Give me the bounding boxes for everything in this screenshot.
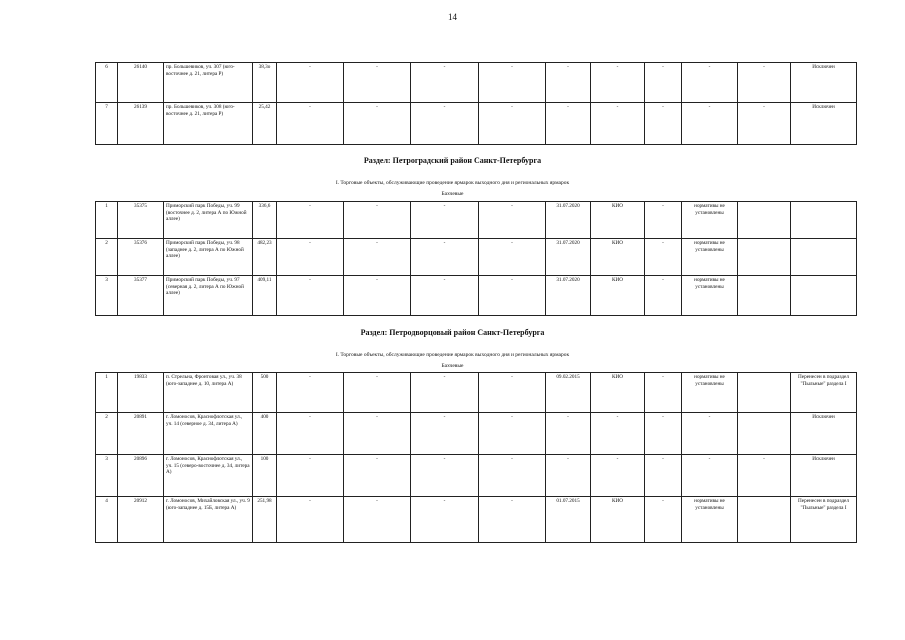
cell: -	[479, 103, 546, 145]
cell-norms: нормативы не установлены	[682, 373, 738, 413]
cell-area: 500	[253, 373, 277, 413]
table-row	[96, 373, 857, 413]
cell-address: г. Ломоносов, Михайловская ул., уч. 9 (юго-западнее д. 15Б, литера А)	[164, 497, 253, 543]
cell-note	[791, 202, 857, 239]
cell-org: КИО	[591, 239, 645, 276]
table-row	[96, 202, 857, 239]
cell-id: 19833	[118, 373, 164, 413]
cell: -	[645, 373, 682, 413]
cell-date: 09.02.2015	[546, 373, 591, 413]
cell-norms: -	[682, 103, 738, 145]
cell	[738, 373, 791, 413]
cell-id: 20896	[118, 455, 164, 497]
cell: -	[479, 497, 546, 543]
cell: -	[479, 455, 546, 497]
cell-num: 1	[96, 202, 118, 239]
cell-num: 6	[96, 63, 118, 103]
cell-address: г. Ломоносов, Краснофлотская ул., уч. 14 (северное д. 34, литера А)	[164, 413, 253, 455]
cell: -	[479, 239, 546, 276]
cell: -	[277, 413, 344, 455]
cell-num: 2	[96, 413, 118, 455]
cell: -	[277, 202, 344, 239]
cell-note: Перенесен в подраздел "Пыльные" раздела I	[791, 497, 857, 543]
cell-area: 400	[253, 413, 277, 455]
cell: -	[344, 276, 411, 316]
table-continuation	[95, 62, 857, 145]
cell-id: 35377	[118, 276, 164, 316]
cell: -	[411, 413, 479, 455]
cell-area: 25,42	[253, 103, 277, 145]
cell: -	[411, 276, 479, 316]
subsection-subtitle: Бахчевые	[441, 363, 464, 369]
cell-area: 100	[253, 455, 277, 497]
cell-org: -	[591, 63, 645, 103]
cell-id: 26139	[118, 103, 164, 145]
cell-address: г. Ломоносов, Краснофлотская ул., уч. 15 (северо-восточнее д. 34, литера А)	[164, 455, 253, 497]
cell	[738, 239, 791, 276]
cell: -	[479, 373, 546, 413]
cell: -	[411, 103, 479, 145]
cell: -	[738, 455, 791, 497]
cell-org: -	[591, 413, 645, 455]
cell-address: п. Стрельна, Фронтовая ул., уч. 38 (юго-западнее д. 10, литера А)	[164, 373, 253, 413]
cell: -	[645, 103, 682, 145]
cell: -	[277, 373, 344, 413]
cell-address: Приморский парк Победы, уч. 99 (восточнее д. 2, литера А по Южной аллее)	[164, 202, 253, 239]
cell: -	[344, 413, 411, 455]
cell	[738, 276, 791, 316]
cell-date: 01.07.2015	[546, 497, 591, 543]
cell-date: -	[546, 455, 591, 497]
cell-num: 3	[96, 455, 118, 497]
cell-area: 336,6	[253, 202, 277, 239]
cell-note: Исключен	[791, 63, 857, 103]
subsection-subtitle: Бахчевые	[441, 191, 464, 197]
cell: -	[645, 63, 682, 103]
cell-org: -	[591, 455, 645, 497]
section-title-petrogradsky: Раздел: Петроградский район Санкт-Петербурга	[363, 156, 542, 165]
table-row	[96, 63, 857, 103]
cell: -	[738, 63, 791, 103]
cell-num: 7	[96, 103, 118, 145]
table-row	[96, 497, 857, 543]
table-row	[96, 103, 857, 145]
cell-address: пр. Большевиков, уч. 308 (юго-восточнее д. 21, литера Р)	[164, 103, 253, 145]
cell-date: 31.07.2020	[546, 202, 591, 239]
cell: -	[344, 239, 411, 276]
cell: -	[277, 276, 344, 316]
cell: -	[344, 497, 411, 543]
subsection-title: I. Торговые объекты, обслуживающие проведение ярмарок выходного дня и региональных ярмарок	[335, 180, 570, 186]
cell: -	[411, 373, 479, 413]
cell	[738, 202, 791, 239]
cell: -	[411, 239, 479, 276]
cell-note	[791, 239, 857, 276]
cell: -	[479, 413, 546, 455]
cell-date: -	[546, 103, 591, 145]
cell-org: КИО	[591, 202, 645, 239]
cell: -	[479, 276, 546, 316]
cell-num: 3	[96, 276, 118, 316]
cell-id: 26140	[118, 63, 164, 103]
section-title-petrodvortsovy: Раздел: Петродворцовый район Санкт-Петербурга	[360, 328, 545, 337]
cell-org: КИО	[591, 276, 645, 316]
cell-num: 2	[96, 239, 118, 276]
cell-note: Исключен	[791, 103, 857, 145]
cell: -	[277, 497, 344, 543]
cell-date: 31.07.2020	[546, 276, 591, 316]
cell: -	[479, 202, 546, 239]
cell: -	[411, 455, 479, 497]
cell-date: 31.07.2020	[546, 239, 591, 276]
table-row	[96, 413, 857, 455]
cell: -	[344, 373, 411, 413]
cell: -	[277, 103, 344, 145]
cell: -	[645, 202, 682, 239]
cell-area: 482,23	[253, 239, 277, 276]
cell: -	[277, 239, 344, 276]
cell-area: 409,11	[253, 276, 277, 316]
cell-note: Исключен	[791, 413, 857, 455]
cell-norms: нормативы не установлены	[682, 276, 738, 316]
cell-address: пр. Большевиков, уч. 307 (юго-восточнее д. 21, литера Р)	[164, 63, 253, 103]
cell-note	[791, 276, 857, 316]
cell: -	[344, 202, 411, 239]
cell-norms: нормативы не установлены	[682, 239, 738, 276]
cell-norms: -	[682, 63, 738, 103]
cell: -	[411, 497, 479, 543]
cell-num: 1	[96, 373, 118, 413]
cell-num: 4	[96, 497, 118, 543]
subsection-title: I. Торговые объекты, обслуживающие проведение ярмарок выходного дня и региональных ярмарок	[335, 352, 570, 358]
cell: -	[344, 103, 411, 145]
table-petrodvortsovy	[95, 372, 857, 543]
cell: -	[479, 63, 546, 103]
cell	[738, 413, 791, 455]
cell-date: -	[546, 63, 591, 103]
cell-org: КИО	[591, 373, 645, 413]
cell-id: 35376	[118, 239, 164, 276]
cell-id: 20891	[118, 413, 164, 455]
table-row	[96, 239, 857, 276]
cell-norms: нормативы не установлены	[682, 202, 738, 239]
cell: -	[277, 455, 344, 497]
cell-area: 251,98	[253, 497, 277, 543]
cell: -	[645, 413, 682, 455]
cell-note: Перенесен в подраздел "Пыльные" раздела I	[791, 373, 857, 413]
cell-norms: -	[682, 413, 738, 455]
table-row	[96, 455, 857, 497]
cell: -	[645, 276, 682, 316]
cell-area: 38,3o	[253, 63, 277, 103]
cell: -	[411, 63, 479, 103]
cell-norms: нормативы не установлены	[682, 497, 738, 543]
cell-date: -	[546, 413, 591, 455]
cell: -	[645, 455, 682, 497]
table-row	[96, 276, 857, 316]
cell: -	[411, 202, 479, 239]
cell: -	[645, 239, 682, 276]
cell-address: Приморский парк Победы, уч. 98 (западнее д. 2, литера А по Южной аллее)	[164, 239, 253, 276]
cell-address: Приморский парк Победы, уч. 97 (северная д. 2, литера А по Южной аллее)	[164, 276, 253, 316]
cell: -	[344, 63, 411, 103]
cell: -	[344, 455, 411, 497]
cell-org: КИО	[591, 497, 645, 543]
cell-note: Исключен	[791, 455, 857, 497]
cell: -	[738, 103, 791, 145]
cell-org: -	[591, 103, 645, 145]
cell: -	[645, 497, 682, 543]
cell-id: 35375	[118, 202, 164, 239]
cell	[738, 497, 791, 543]
cell-norms: -	[682, 455, 738, 497]
page-number: 14	[448, 12, 457, 22]
table-petrogradsky	[95, 201, 857, 316]
cell-id: 20912	[118, 497, 164, 543]
cell: -	[277, 63, 344, 103]
